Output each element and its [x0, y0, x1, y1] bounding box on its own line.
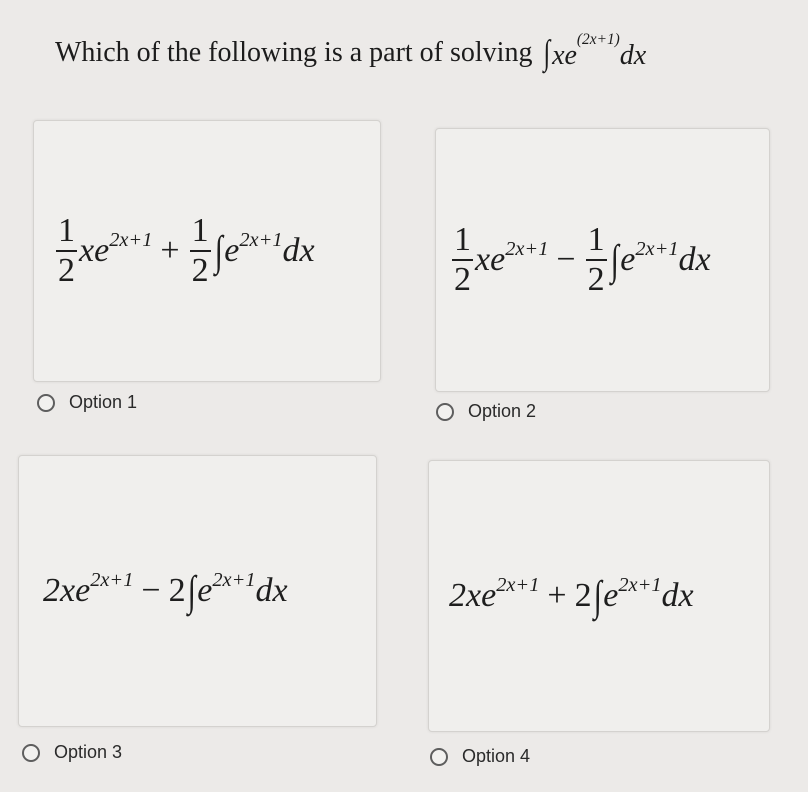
option-3-radio-row[interactable] — [22, 742, 122, 763]
option-3-radio[interactable] — [22, 744, 40, 762]
option-3-label: Option 3 — [54, 742, 123, 762]
option-4-expression: 2xe $^{2x+1}$ + 2 ∫ e $^{2x+1}$ dx — [449, 572, 694, 620]
option-4-radio-row[interactable] — [430, 746, 530, 767]
option-1-label: Option 1 — [69, 392, 138, 412]
question-integral: $\int xe^{(2x+1)}dx$ — [543, 31, 647, 72]
option-1-radio-row[interactable] — [37, 392, 137, 413]
option-1-expression: $\frac{1}{2}$ xe $^{2x+1}$ + $\frac{1}{2}$ ∫ e $^{2x+1}$ dx — [58, 212, 315, 289]
option-4-radio[interactable] — [430, 748, 448, 766]
question-label: Which of the following is a part of solving — [55, 37, 533, 68]
option-1-radio[interactable] — [37, 394, 55, 412]
option-1-card[interactable] — [33, 120, 381, 382]
option-4-card[interactable] — [428, 460, 770, 732]
option-4-label: Option 4 — [462, 746, 531, 766]
option-2-card[interactable] — [435, 128, 770, 392]
option-2-radio[interactable] — [436, 403, 454, 421]
option-2-expression: $\frac{1}{2}$ xe $^{2x+1}$ − $\frac{1}{2}$ ∫ e $^{2x+1}$ dx — [454, 221, 711, 298]
option-2-label: Option 2 — [468, 401, 537, 421]
option-3-card[interactable] — [18, 455, 377, 727]
option-3-expression: 2xe $^{2x+1}$ − 2 ∫ e $^{2x+1}$ dx — [43, 567, 288, 615]
option-2-radio-row[interactable] — [436, 401, 536, 422]
question-text — [55, 18, 795, 88]
